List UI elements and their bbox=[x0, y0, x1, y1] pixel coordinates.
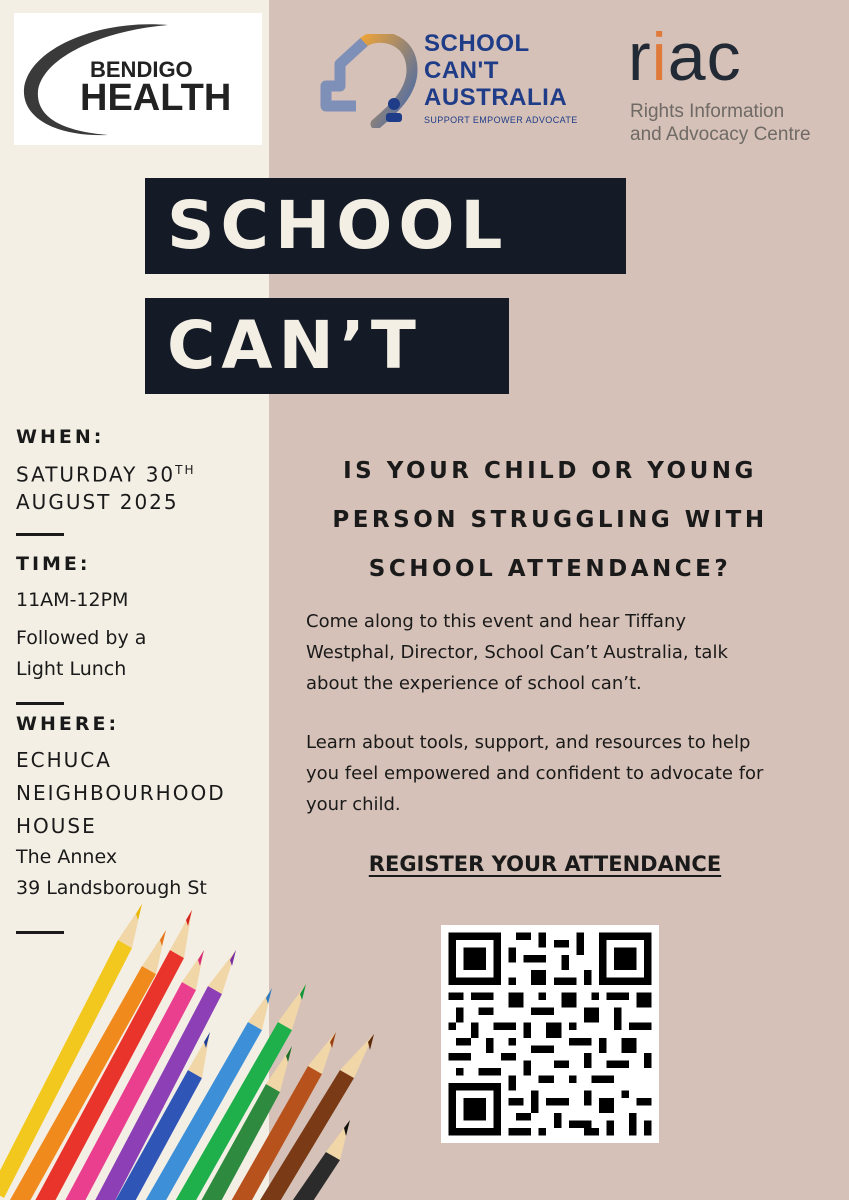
time-note-line2: Light Lunch bbox=[16, 658, 127, 680]
headline-question: IS YOUR CHILD OR YOUNG PERSON STRUGGLING WITH SCHOOL ATTENDANCE? bbox=[332, 458, 768, 582]
body-paragraph-1: Come along to this event and hear Tiffany Westphal, Director, School Can’t Australia, talk about the experience of school can’t. bbox=[306, 611, 728, 694]
sc-logo-tagline: SUPPORT EMPOWER ADVOCATE bbox=[424, 115, 578, 125]
divider bbox=[16, 702, 64, 705]
where-line4: The Annex bbox=[16, 846, 118, 868]
when-month-year: AUGUST 2025 bbox=[16, 490, 179, 514]
riac-subtitle: Rights Information and Advocacy Centre bbox=[630, 101, 811, 145]
register-attendance-link[interactable]: REGISTER YOUR ATTENDANCE bbox=[368, 852, 722, 876]
divider bbox=[16, 533, 64, 536]
time-value: 11AM-12PM bbox=[16, 589, 129, 611]
where-line3: HOUSE bbox=[16, 814, 97, 838]
time-note-line1: Followed by a bbox=[16, 627, 147, 649]
title-line-1: SCHOOL bbox=[145, 178, 626, 274]
where-label: WHERE: bbox=[16, 713, 120, 735]
sc-logo-line1: SCHOOL bbox=[424, 30, 530, 57]
riac-logo bbox=[628, 12, 843, 152]
bendigo-logo-line1: BENDIGO bbox=[90, 57, 193, 82]
school-cant-australia-logo bbox=[320, 30, 590, 130]
body-paragraph-2: Learn about tools, support, and resources to help you feel empowered and confident to advocate for your child. bbox=[306, 732, 764, 815]
when-label: WHEN: bbox=[16, 426, 105, 448]
bendigo-logo-line2: HEALTH bbox=[80, 77, 232, 119]
bendigo-health-logo bbox=[14, 13, 262, 145]
where-line2: NEIGHBOURHOOD bbox=[16, 781, 226, 805]
sc-logo-line3: AUSTRALIA bbox=[424, 84, 568, 111]
title-line-2: CAN’T bbox=[145, 298, 509, 394]
when-date: SATURDAY 30TH bbox=[16, 462, 196, 487]
where-line1: ECHUCA bbox=[16, 748, 112, 772]
sc-logo-line2: CAN'T bbox=[424, 57, 499, 84]
where-line5: 39 Landsborough St bbox=[16, 877, 207, 899]
riac-wordmark: riac bbox=[628, 19, 742, 95]
qr-code-icon[interactable] bbox=[441, 925, 659, 1143]
colored-pencils-illustration bbox=[0, 880, 400, 1200]
heart-house-icon bbox=[320, 34, 418, 128]
time-label: TIME: bbox=[16, 553, 91, 575]
